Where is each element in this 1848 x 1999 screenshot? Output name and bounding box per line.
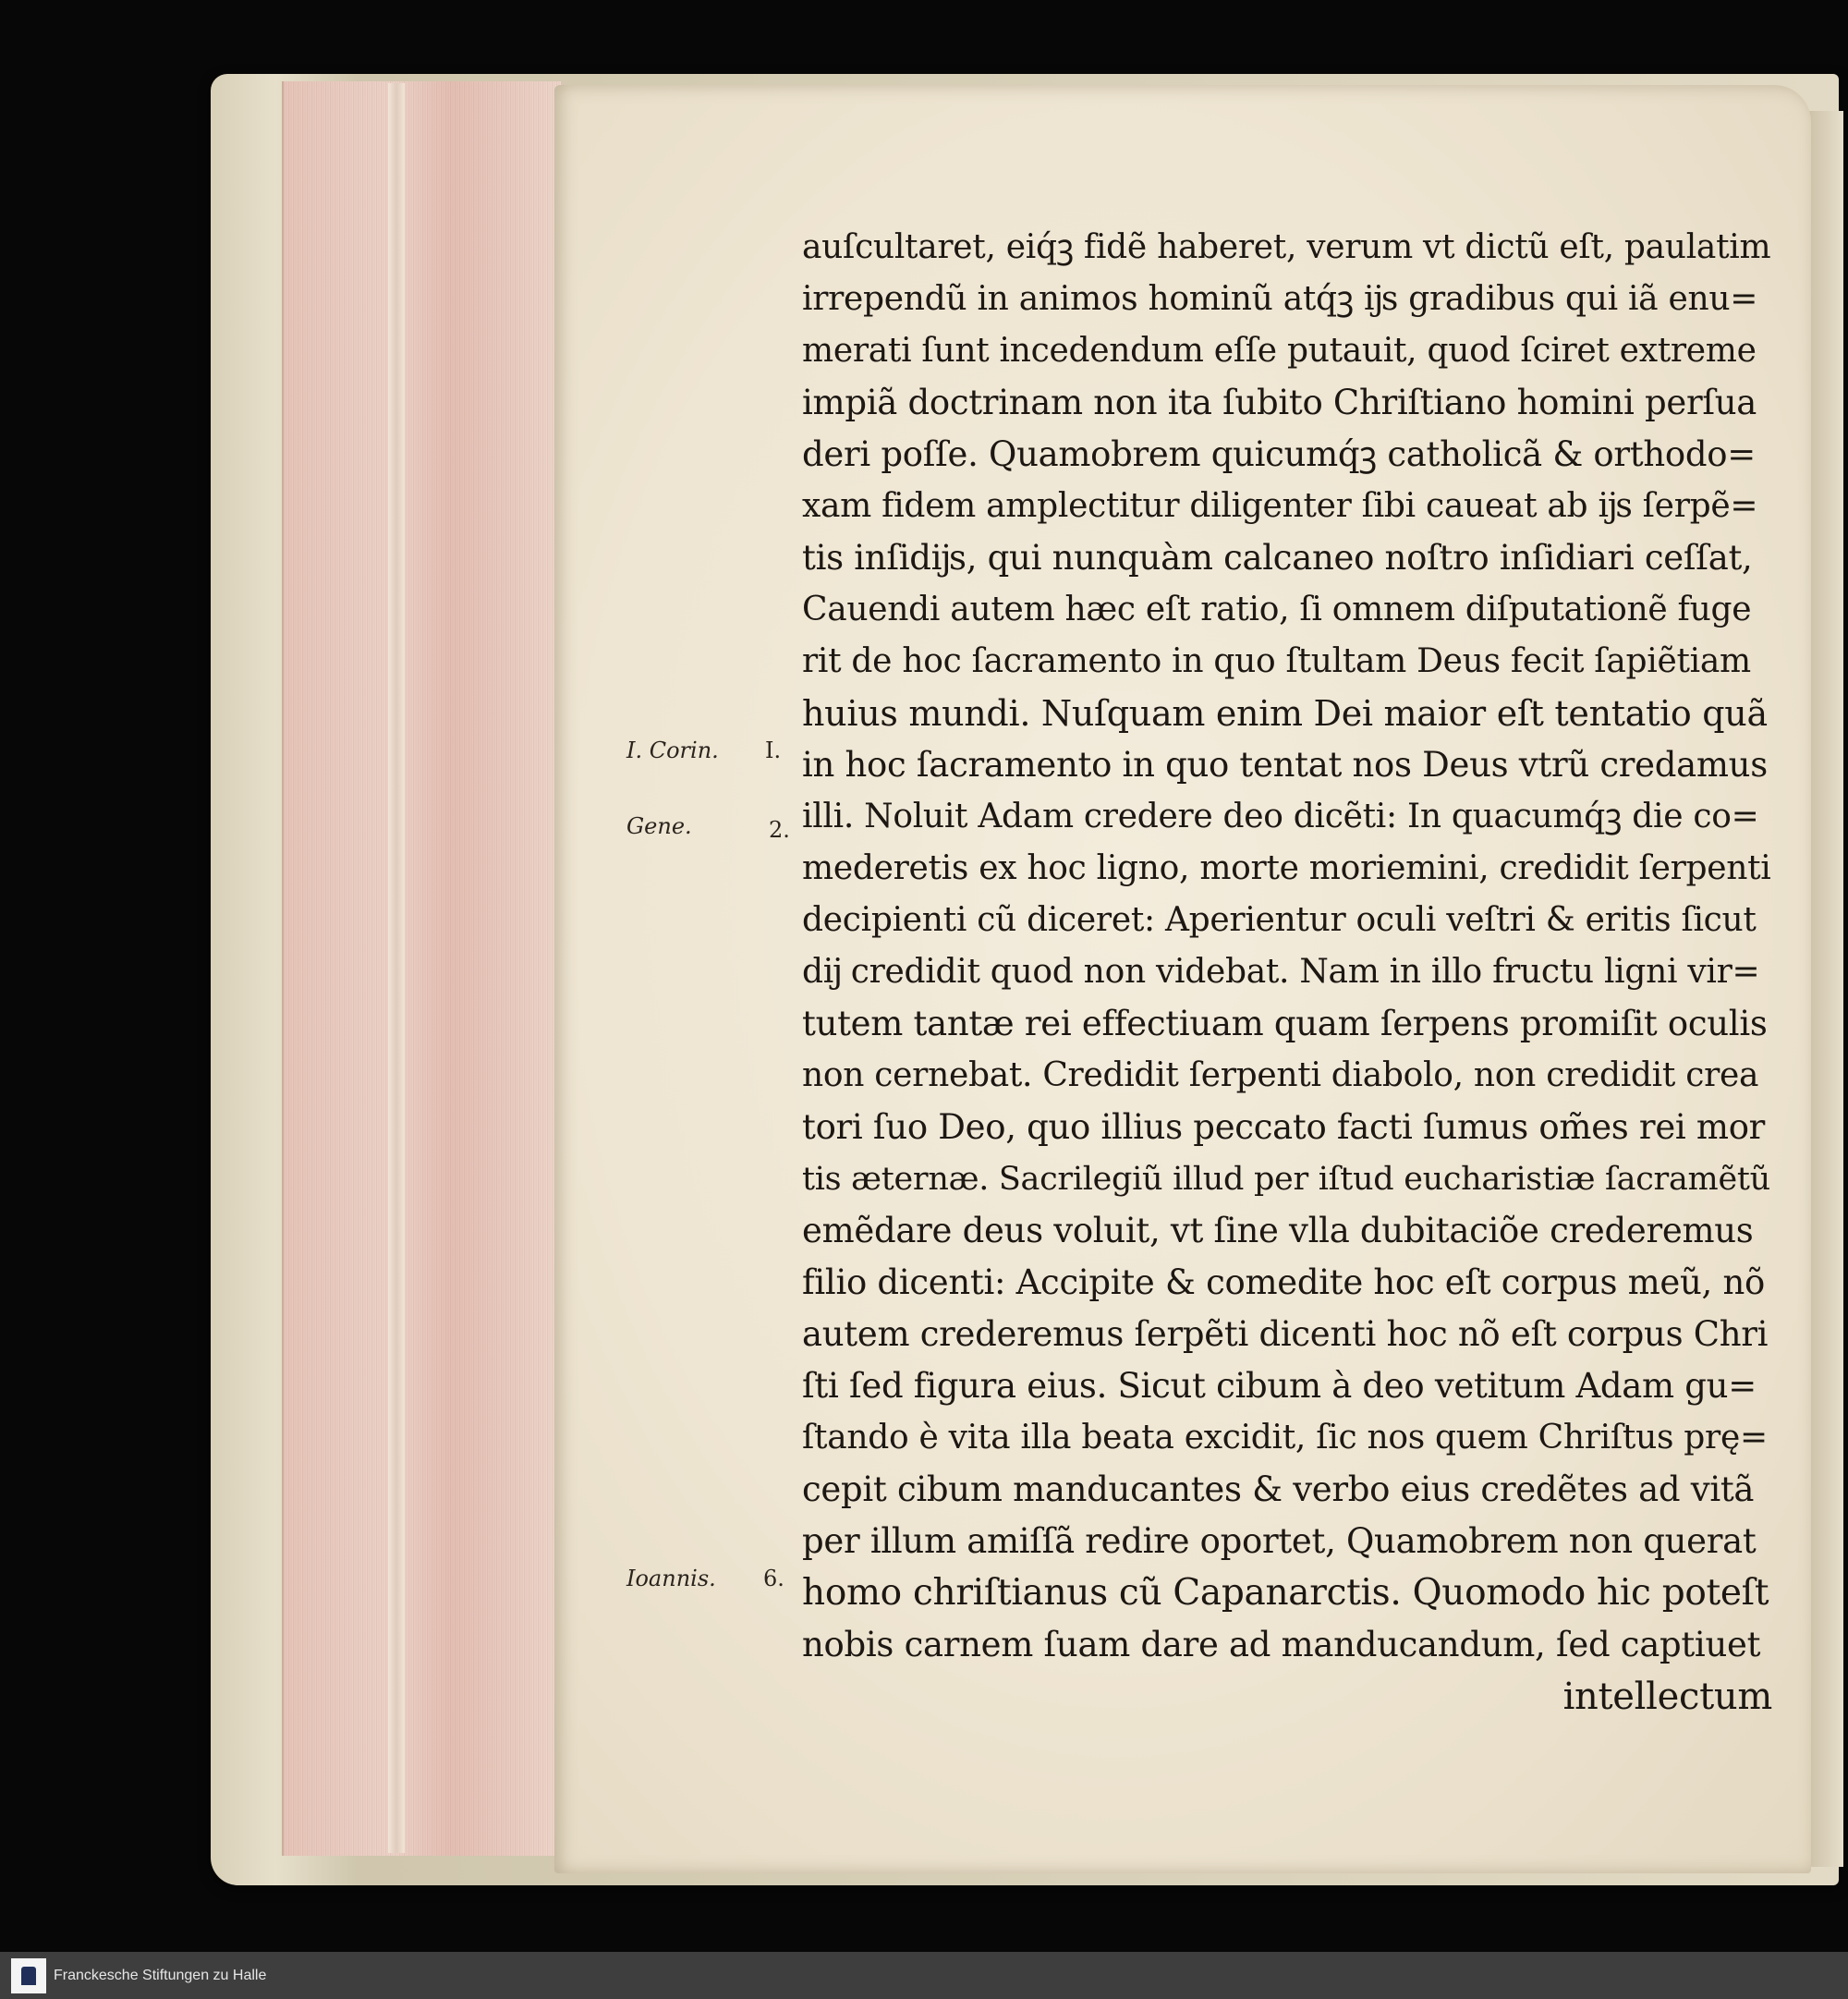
margin-note-chapter: I. bbox=[765, 737, 782, 763]
margin-note-book: I. Corin. bbox=[626, 737, 719, 763]
text-line: autem crederemus ſerpẽti dicenti hoc nõ eſt corpus Chri bbox=[802, 1314, 1769, 1354]
right-page-edge bbox=[1806, 111, 1843, 1867]
text-line: tis inſidĳs, qui nunquàm calcaneo noſtro inſidiari ceſſat, bbox=[802, 538, 1753, 578]
text-line: in hoc ſacramento in quo tentat nos Deus vtrũ credamus bbox=[802, 745, 1768, 785]
text-line: xam fidem amplectitur diligenter ſibi caueat ab ĳs ſerpẽ= bbox=[802, 487, 1758, 525]
text-line: mederetis ex hoc ligno, morte moriemini, credidit ſerpenti bbox=[802, 849, 1771, 887]
text-line: huius mundi. Nuſquam enim Dei maior eſt tentatio quã bbox=[802, 693, 1768, 734]
text-line: cepit cibum manducantes & verbo eius credẽtes ad vitã bbox=[802, 1469, 1755, 1509]
text-line: decipienti cũ diceret: Aperientur oculi veſtri & eritis ſicut bbox=[802, 901, 1757, 939]
text-line: deri poſſe. Quamobrem quicumq́ꝫ catholicã & orthodo= bbox=[802, 434, 1756, 474]
text-line: filio dicenti: Accipite & comedite hoc eſt corpus meũ, nõ bbox=[802, 1262, 1765, 1302]
text-line: Cauendi autem hæc eſt ratio, ſi omnem diſputationẽ fuge bbox=[802, 591, 1752, 628]
text-line: nobis carnem ſuam dare ad manducandum, ſed captiuet bbox=[802, 1625, 1761, 1664]
text-line: emẽdare deus voluit, vt ſine vlla dubitaciõe crederemus bbox=[802, 1211, 1754, 1250]
text-line: irrependũ in animos hominũ atq́ꝫ ĳs gradibus qui iã enu= bbox=[802, 280, 1758, 318]
institution-name[interactable]: Franckesche Stiftungen zu Halle bbox=[54, 1967, 267, 1983]
text-line: tori ſuo Deo, quo illius peccato facti ſumus om̃es rei mor bbox=[802, 1107, 1766, 1147]
building-icon bbox=[21, 1967, 36, 1985]
margin-note-chapter: 2. bbox=[769, 817, 790, 843]
text-line: impiã doctrinam non ita ſubito Chriſtiano homini perſua bbox=[802, 383, 1757, 422]
text-line: rit de hoc ſacramento in quo ſtultam Deus fecit ſapiẽtiam bbox=[802, 642, 1751, 680]
body-text bbox=[802, 222, 1772, 1723]
text-line: per illum amiſſã redire oportet, Quamobrem non querat bbox=[802, 1521, 1757, 1561]
institution-logo-icon[interactable] bbox=[11, 1958, 46, 1993]
text-line: ſti ſed figura eius. Sicut cibum à deo vetitum Adam gu= bbox=[802, 1366, 1757, 1406]
text-line: ſtando è vita illa beata excidit, ſic nos quem Chriſtus prę= bbox=[802, 1419, 1768, 1457]
text-line: dĳ credidit quod non videbat. Nam in illo fructu ligni vir= bbox=[802, 953, 1760, 991]
leaf-edge-highlight bbox=[388, 83, 405, 1853]
text-line: tis æternæ. Sacrilegiũ illud per iſtud eucharistiæ ſacramẽtũ bbox=[802, 1161, 1770, 1198]
text-line: auſcultaret, eiq́ꝫ fidẽ haberet, verum vt dictũ eſt, paulatim bbox=[802, 228, 1771, 266]
text-line: illi. Noluit Adam credere deo dicẽti: In quacumq́ꝫ die co= bbox=[802, 798, 1759, 835]
catchword: intellectum bbox=[1562, 1676, 1772, 1718]
text-line: homo chriſtianus cũ Capanarctis. Quomodo hic poteſt bbox=[802, 1572, 1769, 1614]
margin-note-chapter: 6. bbox=[763, 1566, 784, 1591]
margin-note-book: Ioannis. bbox=[626, 1566, 716, 1591]
page-block-edges bbox=[282, 81, 564, 1856]
text-line: merati ſunt incedendum eſſe putauit, quod ſciret extreme bbox=[802, 332, 1757, 370]
viewer-footer-bar bbox=[0, 1952, 1848, 1999]
text-line: non cernebat. Credidit ſerpenti diabolo, non credidit crea bbox=[802, 1056, 1759, 1094]
text-line: tutem tantæ rei effectiuam quam ſerpens promiſit oculis bbox=[802, 1004, 1768, 1043]
margin-note-book: Gene. bbox=[626, 813, 692, 839]
